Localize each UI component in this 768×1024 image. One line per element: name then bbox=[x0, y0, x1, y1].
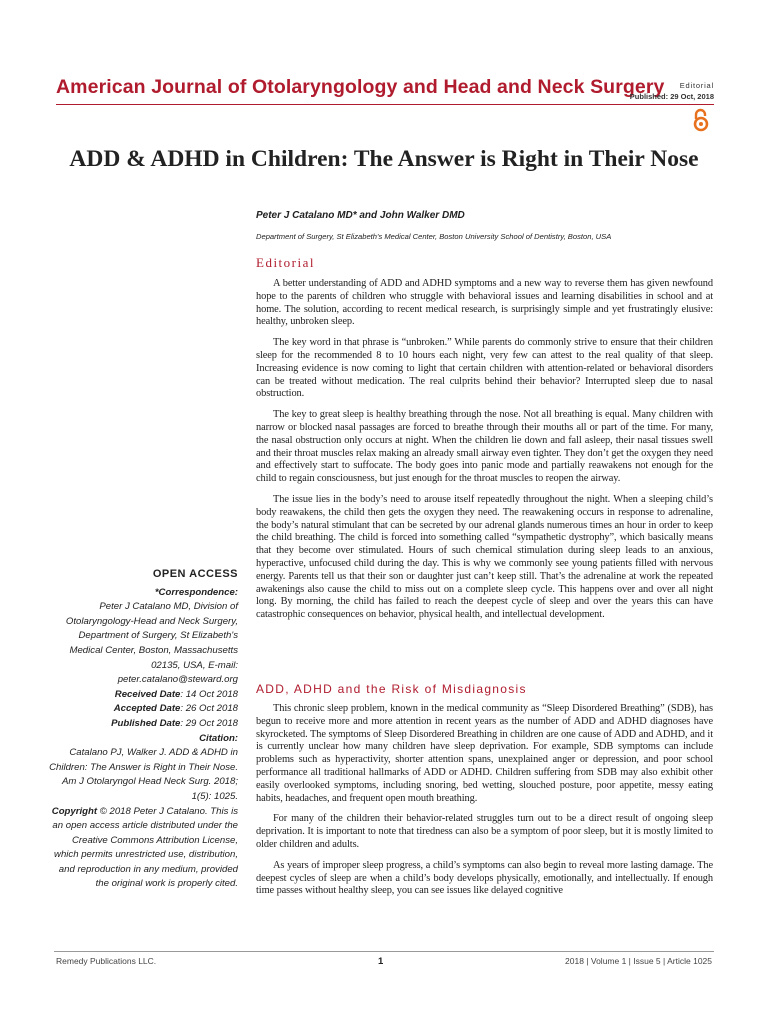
open-access-label: OPEN ACCESS bbox=[152, 568, 238, 580]
paragraph: The issue lies in the body’s need to arouse itself repeatedly throughout the night. When a sleeping child’s body reawakens, the child then gets the oxygen they need. The reawakening occurs in response to adrenaline, the body’s natural stimulant that can be secreted by our adrenal glands numerous times an hour in order to keep the child breathing. The child is forced into something called “sympathetic dystrophy”, which basically means that they become over stimulated. Hours of such chemical stimulation during sleep leads to an anxious, hyperactive, unfocused child during the day. This is why we commonly see young patients filled with nervous energy. Parents tell us that their son or daughter just can’t keep still. That’s the adrenaline at work the repeated awakenings also cause the child to miss out on a complete sleep cycle. This happens over and over all night long. By morning, the child has failed to reach the deepest cycle of sleep and over the years this can have catastrophic consequences on behavior, physical health, and intellectual development. bbox=[256, 493, 713, 621]
page-number: 1 bbox=[378, 956, 384, 967]
section-heading-editorial: Editorial bbox=[256, 255, 315, 270]
editorial-body bbox=[256, 278, 713, 630]
paragraph: For many of the children their behavior-related struggles turn out to be a direct result of ongoing sleep deprivation. It is important to note that tiredness can also be a symptom of poor sleep, but it is mostly limited to older children and adults. bbox=[256, 813, 713, 850]
published-date bbox=[48, 717, 238, 732]
paragraph: The key word in that phrase is “unbroken.” While parents do commonly strive to ensure that their children sleep for the recommended 8 to 10 hours each night, very few can attest to the real quality of that sleep. Increasing evidence is now coming to light that certain children with attention-related or behavioral disorders can be treated without medication. The real culprits behind their behavior? Interrupted sleep due to nasal obstruction. bbox=[256, 337, 713, 400]
published-value: : 29 Oct 2018 bbox=[180, 717, 238, 729]
article-title: ADD & ADHD in Children: The Answer is Right in Their Nose bbox=[69, 146, 699, 172]
accepted-value: : 26 Oct 2018 bbox=[180, 703, 238, 715]
accepted-date bbox=[48, 702, 238, 717]
received-date bbox=[48, 688, 238, 703]
article-type: Editorial bbox=[679, 81, 714, 90]
paragraph: A better understanding of ADD and ADHD symptoms and a new way to reverse them has given newfound hope to the parents of children who struggle with behavioral issues and learning disabilities in school and at home. The solution, according to recent medical research, is surprisingly simple and yet frustratingly elusive: healthy, unbroken sleep. bbox=[256, 278, 713, 328]
copyright-text: © 2018 Peter J Catalano. This is an open access article distributed under the Creative Commons Attribution License, which permits unrestricted use, distribution, and reproduction in any medium, provided the original work is properly cited. bbox=[52, 805, 238, 890]
published-label: Published Date bbox=[111, 717, 181, 729]
open-access-lock-icon bbox=[692, 108, 710, 132]
header-rule bbox=[56, 104, 714, 105]
publisher: Remedy Publications LLC. bbox=[56, 956, 157, 966]
paragraph: This chronic sleep problem, known in the medical community as “Sleep Disordered Breathing” (SDB), has begun to receive more and more attention in recent years as the number of ADD and ADHD diagnoses have skyrocketed. The symptoms of Sleep Disordered Breathing in children are one cause of ADD and ADHD, and it is currently unclear how many children have sleep deprivation. For example, SDB symptoms can include problems such as hyperactivity, shorter attention spans, unexplained anger or depression, and poor school performance all traditional hallmarks of ADD or ADHD. Children suffering from SDB may also exhibit other easily overlooked symptoms, including snoring, bed wetting, slouched posture, poor appetite, messy eating habits, headaches, and frequent open mouth breathing. bbox=[256, 703, 713, 804]
correspondence-text: Peter J Catalano MD, Division of Otolaryngology-Head and Neck Surgery, Department of Surgery, St Elizabeth's Medical Center, Boston, Massachusetts 02135, USA, E-mail: peter.catalano@steward.org bbox=[65, 601, 238, 686]
footer-rule bbox=[54, 951, 714, 952]
misdiagnosis-body bbox=[256, 703, 713, 906]
journal-title: American Journal of Otolaryngology and Head and Neck Surgery bbox=[56, 76, 665, 98]
citation-label: Citation: bbox=[199, 732, 238, 744]
copyright-label: Copyright bbox=[51, 805, 98, 817]
copyright-notice bbox=[48, 805, 238, 893]
received-label: Received Date bbox=[114, 688, 181, 700]
article-info-sidebar bbox=[48, 567, 238, 892]
authors: Peter J Catalano MD* and John Walker DMD bbox=[256, 210, 465, 221]
section-heading-misdiagnosis: ADD, ADHD and the Risk of Misdiagnosis bbox=[256, 682, 527, 696]
accepted-label: Accepted Date bbox=[113, 703, 181, 715]
citation-text: Catalano PJ, Walker J. ADD & ADHD in Children: The Answer is Right in Their Nose. Am J Otolaryngol Head Neck Surg. 2018; 1(5): 1025. bbox=[49, 747, 238, 802]
affiliation: Department of Surgery, St Elizabeth's Medical Center, Boston University School of Dentistry, Boston, USA bbox=[256, 232, 612, 241]
published-date-header: Published: 29 Oct, 2018 bbox=[629, 92, 714, 101]
publication-info bbox=[630, 80, 714, 102]
correspondence-label: *Correspondence: bbox=[154, 586, 238, 598]
issue-info: 2018 | Volume 1 | Issue 5 | Article 1025 bbox=[565, 956, 712, 966]
paragraph: As years of improper sleep progress, a child’s symptoms can also begin to reveal more lasting damage. The deepest cycles of sleep are when a child’s body develops physically, emotionally, and intellectually. If enough time passes without healthy sleep, you can see issues like delayed cognitive bbox=[256, 859, 713, 897]
received-value: : 14 Oct 2018 bbox=[180, 688, 238, 700]
paragraph: The key to great sleep is healthy breathing through the nose. Not all breathing is equal. Many children with narrow or blocked nasal passages are forced to breathe through their mouths all or part of the time. For many, the nasal obstruction only occurs at night. When the children lie down and fall asleep, their nasal tissues swell and their throat muscles relax making an already small airway even tighter. They don’t get the oxygen they need and effectively start to suffocate. The body goes into panic mode and partially reawakens not enough for the child to regain consciousness, but just enough for the throat muscles to reopen the airway. bbox=[256, 409, 713, 485]
